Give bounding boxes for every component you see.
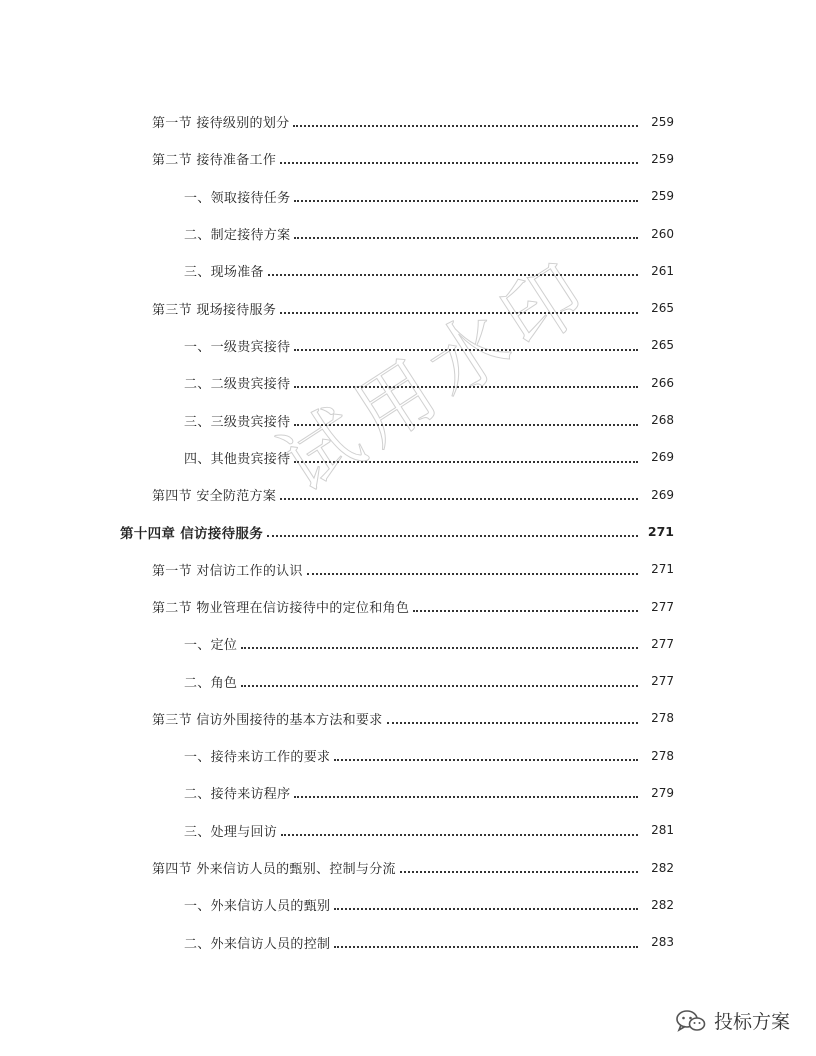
toc-dot-leader [387,709,638,724]
toc-page-number: 259 [651,189,674,204]
toc-page-number: 277 [651,674,674,689]
toc-entry-label: 二、角色 [184,675,238,691]
brand-name: 投标方案 [713,1011,790,1033]
toc-section-row[interactable] [0,140,816,177]
toc-subsection-row[interactable] [0,401,816,438]
toc-chapter-row[interactable] [0,513,816,550]
toc-page-number: 277 [651,599,674,614]
toc-dot-leader [307,560,638,575]
toc-entry-label: 一、外来信访人员的甄别 [184,899,331,915]
toc-entry-label: 第三节 现场接待服务 [152,302,277,318]
toc-entry-label: 第四节 安全防范方案 [152,489,277,505]
wechat-icon [676,1009,706,1033]
toc-page-number: 265 [651,338,674,353]
toc-page-number: 259 [651,114,674,129]
toc-page-number: 265 [651,301,674,316]
toc-entry-label: 第四节 外来信访人员的甄别、控制与分流 [152,862,396,878]
toc-entry-label: 二、外来信访人员的控制 [184,936,331,952]
toc-dot-leader [400,858,638,873]
toc-page-number: 259 [651,151,674,166]
toc-dot-leader [241,672,638,687]
toc-section-row[interactable] [0,588,816,625]
toc-dot-leader [281,821,638,836]
toc-dot-leader [334,933,638,948]
toc-entry-label: 第十四章 信访接待服务 [120,525,263,542]
toc-dot-leader [267,522,638,537]
toc-subsection-row[interactable] [0,178,816,215]
toc-dot-leader [294,187,638,202]
toc-subsection-row[interactable] [0,252,816,289]
toc-dot-leader [294,224,638,239]
toc-entry-label: 一、接待来访工作的要求 [184,750,331,766]
toc-entry-label: 一、定位 [184,638,238,654]
toc-entry-label: 三、现场准备 [184,265,264,281]
toc-entry-label: 二、制定接待方案 [184,228,291,244]
toc-subsection-row[interactable] [0,662,816,699]
toc-section-row[interactable] [0,551,816,588]
toc-entry-label: 二、接待来访程序 [184,787,291,803]
toc-subsection-row[interactable] [0,737,816,774]
toc-dot-leader [294,448,638,463]
toc-section-row[interactable] [0,700,816,737]
toc-page-number: 271 [651,562,674,577]
toc-dot-leader [293,112,638,127]
toc-section-row[interactable] [0,849,816,886]
toc-subsection-row[interactable] [0,924,816,961]
toc-page-number: 282 [651,897,674,912]
toc-page-number: 261 [651,263,674,278]
toc-entry-label: 三、处理与回访 [184,824,278,840]
toc-entry-label: 一、领取接待任务 [184,190,291,206]
toc-dot-leader [334,746,638,761]
toc-entry-label: 第二节 接待准备工作 [152,153,277,169]
toc-dot-leader [294,783,638,798]
toc-dot-leader [294,373,638,388]
toc-page-number: 281 [651,823,674,838]
toc-subsection-row[interactable] [0,327,816,364]
brand-footer [676,1007,790,1034]
toc-subsection-row[interactable] [0,774,816,811]
toc-dot-leader [280,485,638,500]
toc-section-row[interactable] [0,289,816,326]
toc-page-number: 279 [651,785,674,800]
toc-subsection-row[interactable] [0,886,816,923]
toc-page-number: 282 [651,860,674,875]
toc-page-number: 271 [647,524,674,540]
toc-entry-label: 第二节 物业管理在信访接待中的定位和角色 [152,601,410,616]
toc-page-number: 260 [651,226,674,241]
toc-entry-label: 第三节 信访外围接待的基本方法和要求 [152,712,383,728]
toc-dot-leader [280,149,638,164]
toc-dot-leader [280,299,638,314]
toc-dot-leader [334,895,638,910]
toc-page-number: 268 [651,413,674,428]
toc-section-row[interactable] [0,476,816,513]
watermark: 试用水印 [264,243,610,511]
toc-entry-label: 二、二级贵宾接待 [184,377,291,393]
toc-section-row[interactable] [0,103,816,140]
toc-entry-label: 四、其他贵宾接待 [184,451,291,467]
toc-dot-leader [413,597,638,612]
toc-subsection-row[interactable] [0,215,816,252]
toc-dot-leader [294,411,638,426]
toc-subsection-row[interactable] [0,812,816,849]
toc-page-number: 283 [651,935,674,950]
toc-page-number: 278 [651,748,674,763]
toc-subsection-row[interactable] [0,364,816,401]
toc-entry-label: 第一节 对信访工作的认识 [152,563,303,579]
toc-subsection-row[interactable] [0,439,816,476]
toc-dot-leader [294,336,638,351]
toc-dot-leader [241,634,638,649]
toc-subsection-row[interactable] [0,625,816,662]
toc-entry-label: 第一节 接待级别的划分 [152,116,290,132]
toc-dot-leader [268,261,638,276]
toc-page-number: 277 [651,636,674,651]
toc-entry-label: 一、一级贵宾接待 [184,339,291,355]
toc-entry-label: 三、三级贵宾接待 [184,414,291,430]
toc-page-number: 269 [651,450,674,465]
toc-page-number: 269 [651,487,674,502]
toc-page-number: 278 [651,711,674,726]
toc-page-number: 266 [651,375,674,390]
table-of-contents [0,103,816,961]
